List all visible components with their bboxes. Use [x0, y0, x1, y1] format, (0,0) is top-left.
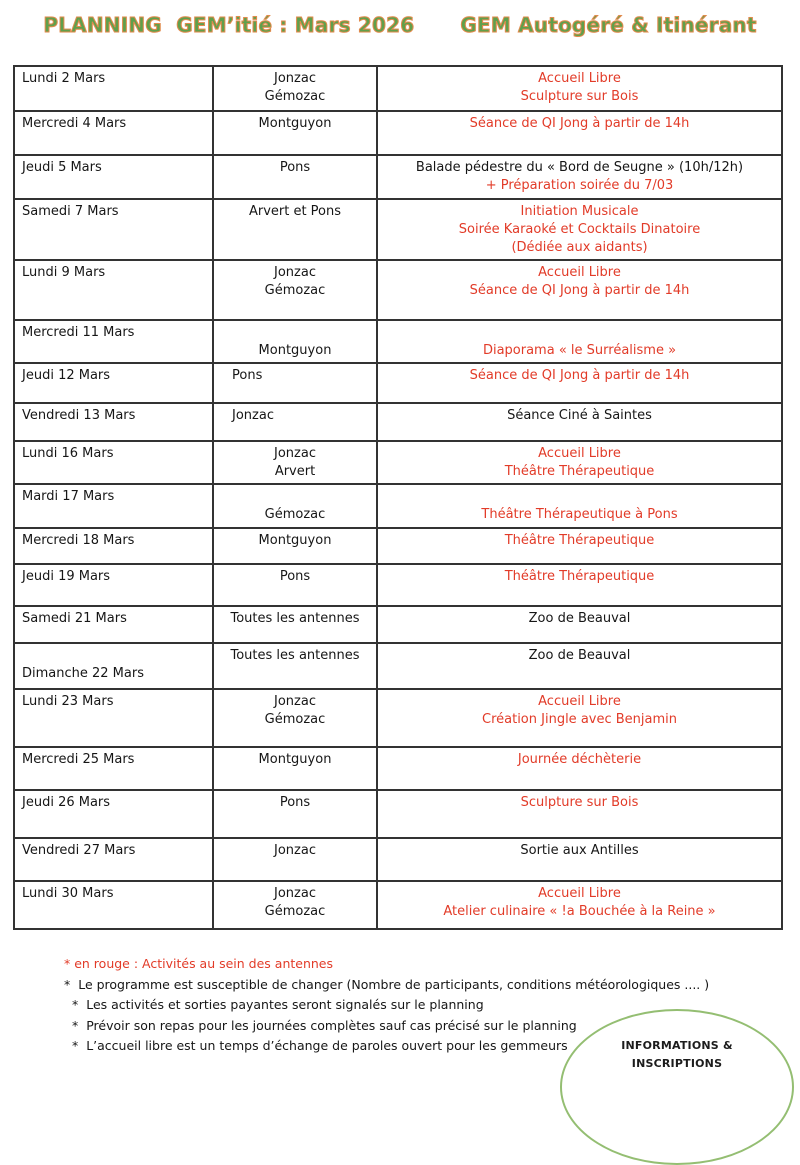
location-text [218, 324, 372, 342]
activity-cell [378, 607, 781, 642]
date-text: Dimanche 22 Mars [22, 666, 144, 681]
table-row [15, 746, 781, 789]
activity-cell [378, 748, 781, 789]
activity-cell [378, 442, 781, 483]
date-cell [15, 156, 212, 198]
location-text: Jonzac [274, 71, 316, 86]
date-text: Vendredi 13 Mars [22, 408, 136, 423]
activity-cell [378, 112, 781, 154]
date-text: Vendredi 27 Mars [22, 843, 136, 858]
activity-cell [378, 565, 781, 605]
date-cell [15, 607, 212, 642]
activity-text: Balade pédestre du « Bord de Seugne » (10h/12h) [415, 160, 744, 175]
activity-text: Accueil Libre [538, 886, 621, 901]
table-row [15, 880, 781, 928]
table-row [15, 319, 781, 362]
activity-text: Séance de QI Jong à partir de 14h [469, 368, 690, 383]
activity-text: Initiation Musicale [520, 204, 639, 219]
location-cell [212, 565, 378, 605]
activity-text: + Préparation soirée du 7/03 [485, 178, 674, 193]
date-text: Lundi 2 Mars [22, 71, 106, 86]
location-text: Jonzac [274, 265, 316, 280]
planning-table [13, 65, 783, 930]
table-row [15, 67, 781, 110]
activity-cell [378, 882, 781, 928]
activity-cell [378, 791, 781, 837]
date-text: Lundi 23 Mars [22, 694, 114, 709]
date-text: Lundi 30 Mars [22, 886, 114, 901]
table-row [15, 527, 781, 563]
table-row [15, 563, 781, 605]
activity-text: Soirée Karaoké et Cocktails Dinatoire [458, 222, 701, 237]
location-cell [212, 690, 378, 746]
location-text: Pons [232, 368, 263, 383]
activity-text: (Dédiée aux aidants) [511, 240, 648, 255]
badge-line-2: INSCRIPTIONS [631, 1057, 723, 1070]
date-cell [15, 200, 212, 259]
location-cell [212, 529, 378, 563]
location-text: Gémozac [264, 283, 326, 298]
date-text: Mercredi 25 Mars [22, 752, 135, 767]
date-cell [15, 261, 212, 319]
table-row [15, 605, 781, 642]
table-row [15, 198, 781, 259]
activity-cell [378, 364, 781, 402]
location-cell [212, 321, 378, 362]
activity-cell [378, 321, 781, 362]
planning-document [0, 13, 800, 1075]
page-title: PLANNING GEM’itié : Mars 2026 [43, 13, 415, 37]
location-text: Jonzac [274, 886, 316, 901]
location-text: Gémozac [264, 712, 326, 727]
date-cell [15, 321, 212, 362]
activity-cell [378, 261, 781, 319]
date-text: Samedi 21 Mars [22, 611, 127, 626]
activity-text: Théâtre Thérapeutique [504, 569, 655, 584]
date-text: Jeudi 5 Mars [22, 160, 102, 175]
date-cell [15, 644, 212, 688]
date-text: Jeudi 12 Mars [22, 368, 111, 383]
activity-text [382, 324, 777, 342]
activity-text: Accueil Libre [538, 694, 621, 709]
location-cell [212, 791, 378, 837]
location-cell [212, 364, 378, 402]
date-cell [15, 529, 212, 563]
location-text: Montguyon [258, 533, 332, 548]
activity-text: Séance de QI Jong à partir de 14h [469, 116, 690, 131]
activity-text: Accueil Libre [538, 71, 621, 86]
location-cell [212, 485, 378, 527]
activity-text: Atelier culinaire « !a Bouchée à la Reine » [443, 904, 716, 919]
date-cell [15, 442, 212, 483]
footer-note: * Les activités et sorties payantes seront signalés sur le planning [72, 997, 484, 1012]
badge-line-1: INFORMATIONS & [621, 1039, 733, 1052]
date-text: Mercredi 18 Mars [22, 533, 135, 548]
location-cell [212, 748, 378, 789]
date-text: Mardi 17 Mars [22, 489, 115, 504]
date-text: Lundi 9 Mars [22, 265, 106, 280]
activity-text: Création Jingle avec Benjamin [482, 712, 677, 727]
location-cell [212, 156, 378, 198]
location-cell [212, 644, 378, 688]
page-subtitle: GEM Autogéré & Itinérant [460, 13, 757, 37]
location-cell [212, 839, 378, 880]
location-text: Gémozac [264, 89, 326, 104]
location-cell [212, 404, 378, 440]
location-text: Montguyon [258, 116, 332, 131]
activity-cell [378, 690, 781, 746]
table-row [15, 440, 781, 483]
activity-cell [378, 529, 781, 563]
table-row [15, 362, 781, 402]
location-text: Montguyon [258, 343, 332, 358]
location-text: Jonzac [232, 408, 274, 423]
activity-text: Séance Ciné à Saintes [507, 408, 652, 423]
activity-text: Journée déchèterie [517, 752, 642, 767]
date-cell [15, 565, 212, 605]
location-cell [212, 261, 378, 319]
activity-text: Sculpture sur Bois [520, 89, 639, 104]
activity-cell [378, 644, 781, 688]
date-cell [15, 690, 212, 746]
date-cell [15, 882, 212, 928]
date-text: Mercredi 11 Mars [22, 325, 135, 340]
location-text: Gémozac [264, 507, 326, 522]
date-cell [15, 404, 212, 440]
activity-cell [378, 67, 781, 110]
date-text: Lundi 16 Mars [22, 446, 114, 461]
location-cell [212, 607, 378, 642]
activity-cell [378, 839, 781, 880]
activity-cell [378, 156, 781, 198]
location-text: Pons [279, 160, 311, 175]
location-text: Toutes les antennes [230, 611, 360, 626]
table-row [15, 483, 781, 527]
table-row [15, 402, 781, 440]
table-row [15, 789, 781, 837]
date-cell [15, 791, 212, 837]
location-cell [212, 882, 378, 928]
location-text: Pons [279, 795, 311, 810]
activity-text: Zoo de Beauval [528, 648, 631, 663]
location-text: Pons [279, 569, 311, 584]
table-row [15, 837, 781, 880]
activity-text: Accueil Libre [538, 446, 621, 461]
date-text: Jeudi 19 Mars [22, 569, 111, 584]
date-text: Samedi 7 Mars [22, 204, 119, 219]
date-cell [15, 67, 212, 110]
location-text: Montguyon [258, 752, 332, 767]
date-cell [15, 485, 212, 527]
location-cell [212, 112, 378, 154]
location-text: Arvert et Pons [248, 204, 342, 219]
location-text: Toutes les antennes [230, 648, 360, 663]
activity-cell [378, 485, 781, 527]
activity-cell [378, 404, 781, 440]
location-text: Gémozac [264, 904, 326, 919]
location-cell [212, 200, 378, 259]
footer-note: * Prévoir son repas pour les journées complètes sauf cas précisé sur le planning [72, 1017, 577, 1033]
activity-text: Diaporama « le Surréalisme » [482, 343, 677, 358]
activity-text: Séance de QI Jong à partir de 14h [469, 283, 690, 298]
location-cell [212, 67, 378, 110]
location-text: Jonzac [274, 446, 316, 461]
location-text: Arvert [274, 464, 316, 479]
table-row [15, 110, 781, 154]
location-text: Jonzac [274, 843, 316, 858]
date-text: Mercredi 4 Mars [22, 116, 127, 131]
date-cell [15, 839, 212, 880]
activity-text: Théâtre Thérapeutique [504, 464, 655, 479]
table-row [15, 259, 781, 319]
date-cell [15, 748, 212, 789]
location-cell [212, 442, 378, 483]
activity-text: Accueil Libre [538, 265, 621, 280]
activity-text [382, 488, 777, 506]
date-text: Jeudi 26 Mars [22, 795, 111, 810]
activity-text: Théâtre Thérapeutique [504, 533, 655, 548]
table-row [15, 688, 781, 746]
date-text [22, 647, 208, 665]
footer-note: * L’accueil libre est un temps d’échange de paroles ouvert pour les gemmeurs [72, 1038, 568, 1053]
date-cell [15, 112, 212, 154]
activity-cell [378, 200, 781, 259]
activity-text: Zoo de Beauval [528, 611, 631, 626]
informations-badge [560, 1009, 794, 1165]
footer-note: * Le programme est susceptible de changer (Nombre de participants, conditions météorologiques .... ) [64, 976, 710, 992]
table-row [15, 154, 781, 198]
page-header [0, 13, 800, 37]
footer-note: * en rouge : Activités au sein des antennes [64, 956, 334, 971]
activity-text: Sortie aux Antilles [520, 843, 639, 858]
activity-text: Sculpture sur Bois [520, 795, 639, 810]
location-text: Jonzac [274, 694, 316, 709]
date-cell [15, 364, 212, 402]
table-row [15, 642, 781, 688]
location-text [218, 488, 372, 506]
activity-text: Théâtre Thérapeutique à Pons [481, 507, 678, 522]
